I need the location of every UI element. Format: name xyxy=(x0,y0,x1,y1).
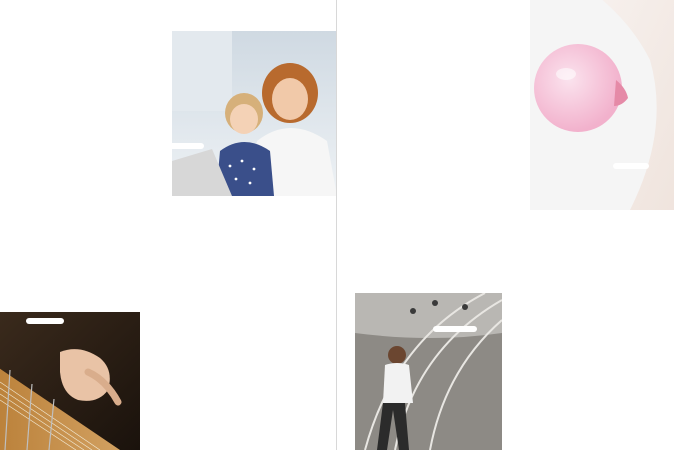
guitar-photo-caption xyxy=(26,318,64,324)
section-5 xyxy=(18,28,140,33)
right-page xyxy=(337,0,674,450)
mother-child-photo xyxy=(172,31,337,196)
section-8 xyxy=(533,218,661,222)
runner-illustration xyxy=(355,293,502,450)
bubble-gum-photo xyxy=(530,0,674,210)
guitar-illustration xyxy=(0,312,140,450)
mother-child-illustration xyxy=(172,31,337,196)
runner-photo xyxy=(355,293,502,450)
runner-photo-caption xyxy=(433,326,477,332)
bubble-gum-photo-caption xyxy=(613,163,649,169)
bubble-gum-illustration xyxy=(530,0,674,210)
section-6 xyxy=(172,212,332,217)
section-7 xyxy=(357,28,515,32)
guitar-photo xyxy=(0,312,140,450)
mother-child-photo-caption xyxy=(160,143,204,149)
